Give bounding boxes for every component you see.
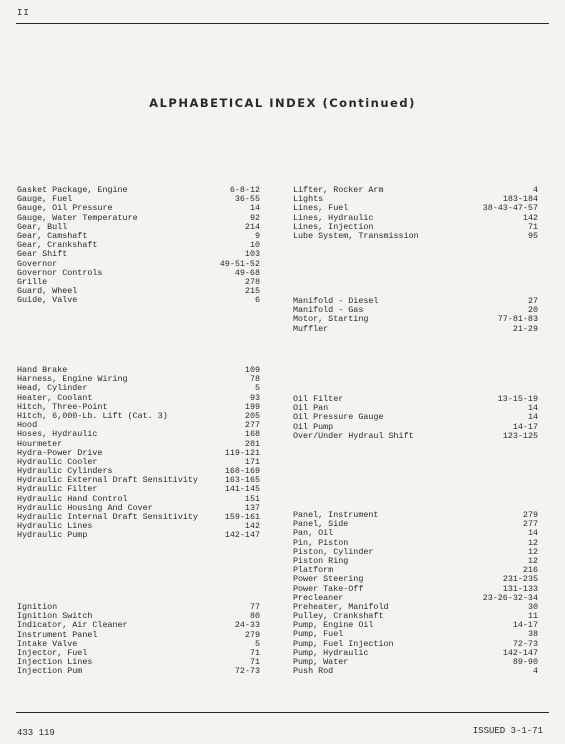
index-pages: 6 [254, 295, 260, 306]
index-pages: 5 [254, 638, 260, 649]
index-term: Gauge, Water Temperature [17, 212, 138, 223]
index-pages: 72-73 [512, 638, 538, 649]
index-term: Pump, Water [293, 657, 349, 667]
index-term: Lines, Injection [293, 221, 374, 232]
index-term: Gasket Package, Engine [17, 185, 128, 195]
index-term: Hydraulic External Draft Sensitivity [17, 475, 198, 486]
index-pages: 12 [527, 555, 538, 566]
index-term: Ignition Switch [17, 611, 93, 622]
index-pages: 151 [244, 493, 260, 504]
index-term: Power Steering [293, 574, 364, 585]
index-term: Pan, Oil [293, 528, 334, 539]
index-term: Pump, Fuel Injection [293, 638, 394, 649]
index-entry [293, 667, 538, 676]
index-block-l [293, 186, 538, 241]
index-pages: 95 [527, 230, 538, 241]
index-term: Hitch, Three-Point [17, 401, 108, 412]
index-block-g [17, 186, 260, 305]
index-pages: 142 [244, 521, 260, 532]
index-pages: 13-15-19 [497, 394, 538, 404]
index-pages: 142-147 [224, 530, 260, 541]
index-term: Power Take-Off [293, 583, 364, 594]
index-pages: 205 [244, 410, 260, 421]
index-pages: 38-43-47-57 [482, 203, 538, 214]
index-pages: 103 [244, 249, 260, 260]
index-term: Hitch, 6,000-Lb. Lift (Cat. 3) [17, 410, 168, 421]
index-term: Lifter, Rocker Arm [293, 185, 384, 195]
index-pages: 72-73 [234, 666, 260, 677]
index-pages: 168-169 [224, 466, 260, 477]
index-pages: 171 [244, 456, 260, 467]
index-pages: 27 [527, 296, 538, 306]
index-term: Hydraulic Internal Draft Sensitivity [17, 512, 198, 522]
index-term: Hood [17, 420, 38, 431]
index-entry [17, 412, 260, 421]
index-term: Oil Pump [293, 421, 334, 432]
index-term: Indicator, Air Cleaner [17, 620, 128, 631]
index-term: Governor [17, 258, 58, 269]
index-term: Precleaner [293, 592, 344, 603]
index-pages: 119-121 [224, 447, 260, 458]
index-entry [17, 667, 260, 676]
index-pages: 6-8-12 [229, 185, 260, 195]
index-pages: 10 [249, 240, 260, 251]
index-pages: 9 [254, 230, 260, 241]
index-term: Guide, Valve [17, 295, 78, 306]
index-pages: 92 [249, 212, 260, 223]
index-term: Piston, Cylinder [293, 546, 374, 557]
index-pages: 14 [527, 403, 538, 414]
index-entry [293, 432, 538, 441]
index-term: Guard, Wheel [17, 286, 78, 297]
index-block-i [17, 603, 260, 677]
index-pages: 168 [244, 429, 260, 440]
top-rule [16, 23, 549, 24]
index-term: Hydra-Power Drive [17, 447, 103, 458]
index-term: Lights [293, 194, 324, 205]
index-pages: 77 [249, 602, 260, 612]
index-pages: 279 [522, 510, 538, 520]
index-pages: 278 [244, 276, 260, 287]
index-term: Gauge, Oil Pressure [17, 203, 113, 214]
index-term: Gear, Camshaft [17, 230, 88, 241]
index-block-h [17, 366, 260, 541]
index-block-p [293, 511, 538, 676]
index-pages: 71 [527, 221, 538, 232]
index-pages: 21-29 [512, 323, 538, 334]
index-term: Gear Shift [17, 249, 68, 260]
index-term: Hoses, Hydraulic [17, 429, 98, 440]
index-term: Panel, Instrument [293, 510, 379, 520]
index-pages: 214 [244, 221, 260, 232]
index-pages: 71 [249, 657, 260, 668]
index-pages: 131-133 [502, 583, 538, 594]
index-term: Muffler [293, 323, 329, 334]
index-pages: 159-161 [224, 512, 260, 522]
index-pages: 93 [249, 392, 260, 403]
index-pages: 49-68 [234, 267, 260, 278]
index-term: Hydraulic Filter [17, 484, 98, 495]
index-pages: 4 [532, 666, 538, 677]
index-pages: 12 [527, 537, 538, 548]
index-term: Over/Under Hydraul Shift [293, 430, 414, 441]
index-pages: 281 [244, 438, 260, 449]
index-term: Head, Cylinder [17, 383, 88, 394]
index-term: Harness, Engine Wiring [17, 374, 128, 385]
page-number: II [17, 8, 30, 18]
index-term: Oil Pressure Gauge [293, 412, 384, 423]
index-term: Hydraulic Housing And Cover [17, 502, 153, 513]
index-entry [293, 232, 538, 241]
index-pages: 20 [527, 305, 538, 316]
index-pages: 12 [527, 546, 538, 557]
index-term: Hourmeter [17, 438, 63, 449]
index-entry [293, 315, 538, 324]
index-term: Grille [17, 276, 48, 287]
index-pages: 215 [244, 286, 260, 297]
index-term: Platform [293, 565, 334, 576]
index-pages: 80 [249, 611, 260, 622]
index-entry [293, 395, 538, 404]
index-entry [17, 269, 260, 278]
index-block-o [293, 395, 538, 441]
index-pages: 4 [532, 185, 538, 195]
index-pages: 14 [527, 528, 538, 539]
index-term: Pulley, Crankshaft [293, 611, 384, 622]
index-pages: 36-55 [234, 194, 260, 205]
index-term: Pump, Fuel [293, 629, 344, 640]
index-term: Gear, Crankshaft [17, 240, 98, 251]
index-term: Hydraulic Lines [17, 521, 93, 532]
index-pages: 142 [522, 212, 538, 223]
index-pages: 109 [244, 365, 260, 375]
index-term: Hydraulic Cooler [17, 456, 98, 467]
index-pages: 5 [254, 383, 260, 394]
index-term: Manifold - Diesel [293, 296, 379, 306]
index-term: Pump, Hydraulic [293, 647, 369, 658]
index-pages: 163-165 [224, 475, 260, 486]
bottom-rule [16, 712, 549, 713]
index-pages: 231-235 [502, 574, 538, 585]
index-term: Lines, Hydraulic [293, 212, 374, 223]
index-pages: 14-17 [512, 421, 538, 432]
index-term: Preheater, Manifold [293, 601, 389, 612]
index-term: Intake Valve [17, 638, 78, 649]
index-pages: 216 [522, 565, 538, 576]
index-term: Pin, Piston [293, 537, 349, 548]
index-pages: 71 [249, 647, 260, 658]
index-term: Governor Controls [17, 267, 103, 278]
index-entry [293, 186, 538, 195]
index-term: Piston Ring [293, 555, 349, 566]
index-pages: 89-90 [512, 657, 538, 667]
index-pages: 14-17 [512, 620, 538, 631]
index-term: Manifold - Gas [293, 305, 364, 316]
index-pages: 49-51-52 [219, 258, 260, 269]
index-term: Ignition [17, 602, 58, 612]
index-term: Injection Lines [17, 657, 93, 668]
index-term: Gear, Bull [17, 221, 68, 232]
index-term: Gauge, Fuel [17, 194, 73, 205]
index-entry [17, 296, 260, 305]
index-pages: 142-147 [502, 647, 538, 658]
index-term: Heater, Coolant [17, 392, 93, 403]
index-pages: 30 [527, 601, 538, 612]
index-term: Hydraulic Cylinders [17, 466, 113, 477]
page-title: ALPHABETICAL INDEX (Continued) [149, 96, 416, 110]
index-term: Instrument Panel [17, 629, 98, 640]
index-pages: 14 [527, 412, 538, 423]
index-entry [17, 531, 260, 540]
index-entry [293, 325, 538, 334]
index-pages: 11 [527, 611, 538, 622]
index-term: Motor, Starting [293, 314, 369, 325]
index-pages: 78 [249, 374, 260, 385]
issue-date: ISSUED 3-1-71 [472, 726, 543, 736]
index-pages: 141-145 [224, 484, 260, 495]
index-pages: 277 [244, 420, 260, 431]
index-pages: 137 [244, 502, 260, 513]
index-term: Injection Pum [17, 666, 83, 677]
index-term: Injector, Fuel [17, 647, 88, 658]
index-term: Lube System, Transmission [293, 230, 419, 241]
index-pages: 123-125 [502, 430, 538, 441]
index-term: Push Rod [293, 666, 334, 677]
index-term: Hydraulic Pump [17, 530, 88, 541]
index-pages: 277 [522, 519, 538, 530]
index-pages: 199 [244, 401, 260, 412]
index-term: Panel, Side [293, 519, 349, 530]
index-block-m [293, 297, 538, 334]
index-term: Oil Filter [293, 394, 344, 404]
index-pages: 38 [527, 629, 538, 640]
index-term: Pump, Engine Oil [293, 620, 374, 631]
index-term: Hydraulic Hand Control [17, 493, 128, 504]
index-pages: 24-33 [234, 620, 260, 631]
index-pages: 14 [249, 203, 260, 214]
index-pages: 183-184 [502, 194, 538, 205]
index-pages: 77-81-83 [497, 314, 538, 325]
index-term: Oil Pan [293, 403, 329, 414]
index-pages: 23-26-32-34 [482, 592, 538, 603]
index-term: Lines, Fuel [293, 203, 349, 214]
form-number: 433 119 [17, 728, 55, 738]
index-pages: 279 [244, 629, 260, 640]
index-term: Hand Brake [17, 365, 68, 375]
